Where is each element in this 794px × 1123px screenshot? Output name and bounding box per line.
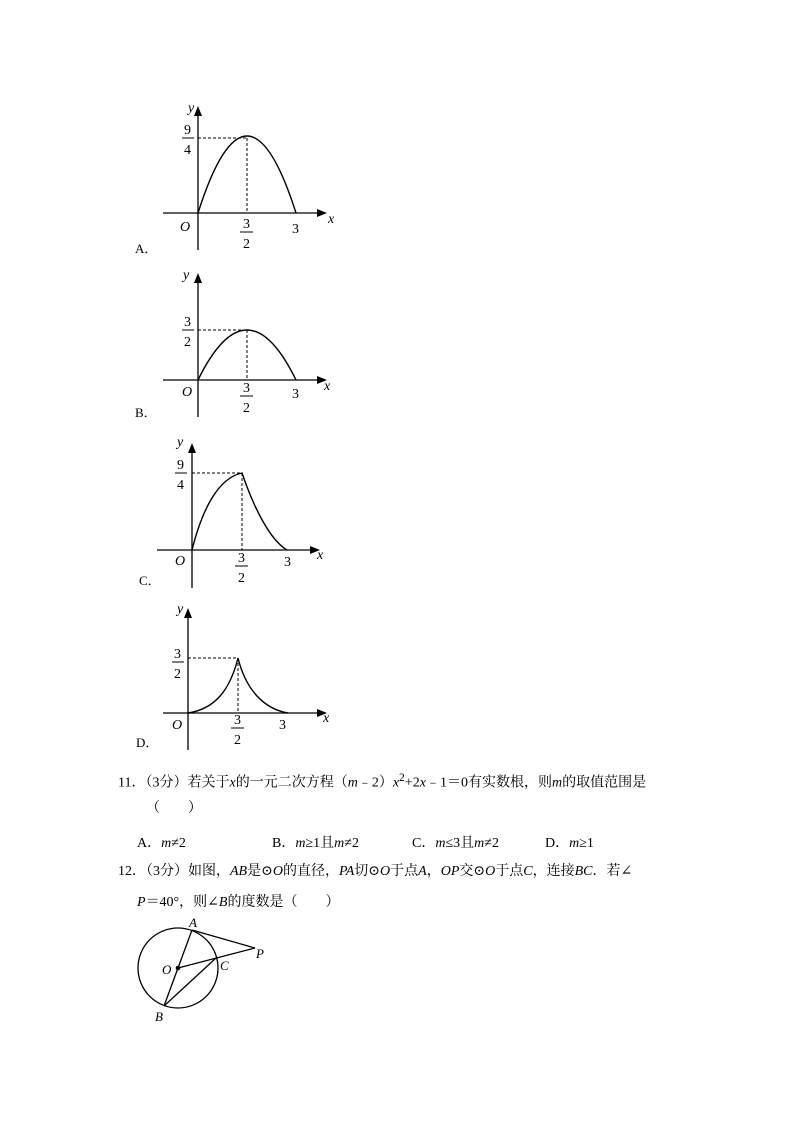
variable: C	[523, 864, 533, 879]
variable: m	[569, 836, 580, 851]
y-axis-label: y	[177, 602, 184, 617]
stem-text: 若关于	[187, 775, 230, 791]
choice-label: C．	[412, 836, 436, 851]
variable: AB	[230, 864, 248, 879]
graph-d-svg	[130, 595, 350, 760]
circle-figure-svg	[130, 915, 290, 1030]
variable: m	[161, 836, 172, 851]
stem-text: ，	[426, 864, 441, 879]
curve	[192, 473, 287, 550]
choice-a[interactable]	[137, 832, 186, 852]
variable: P	[137, 895, 146, 910]
variable: x	[419, 775, 426, 791]
question-12-stem-line1	[118, 862, 632, 882]
option-label: C．	[139, 573, 161, 588]
choice-label: D．	[545, 836, 570, 851]
x-axis-arrow	[317, 209, 327, 217]
stem-text: 的取值范围是	[562, 775, 647, 791]
x-tick-mid-num: 3	[243, 217, 250, 232]
variable: O	[380, 864, 391, 879]
superscript: 2	[399, 771, 405, 784]
variable: m	[435, 836, 446, 851]
x-tick-mid-num: 3	[243, 381, 250, 396]
label-c: C	[220, 958, 229, 973]
variable: m	[295, 836, 306, 851]
variable: O	[485, 864, 496, 879]
variable: OP	[440, 864, 460, 879]
graph-b-svg	[130, 262, 350, 427]
x-tick-mid-den: 2	[234, 733, 241, 748]
y-axis-arrow	[188, 443, 196, 453]
stem-text: ﹣2）	[357, 775, 393, 791]
variable: BC	[574, 864, 593, 879]
x-tick-mid-num: 3	[238, 551, 245, 566]
choice-text: ≠2	[484, 836, 499, 851]
question-11-stem	[118, 768, 646, 794]
choice-text: ≤3且	[445, 836, 475, 851]
choice-text: ≥1且	[305, 836, 335, 851]
graph-option-b	[130, 262, 350, 427]
question-number: 12．	[118, 864, 146, 879]
x-tick-end: 3	[292, 387, 299, 402]
stem-text: 于点	[495, 864, 524, 879]
variable: m	[347, 775, 358, 791]
choice-label: B．	[272, 836, 296, 851]
stem-text: 是⊙	[247, 864, 273, 879]
option-label: B．	[135, 405, 157, 420]
x-tick-mid-num: 3	[234, 713, 241, 728]
question-12-stem-line2	[137, 893, 339, 913]
x-tick-end: 3	[279, 718, 286, 733]
x-axis-label: x	[317, 548, 324, 563]
segment-op	[178, 948, 255, 968]
answer-blank: （ ）	[146, 801, 202, 816]
y-axis-arrow	[194, 106, 202, 116]
option-label: A．	[135, 241, 158, 256]
origin-label: O	[180, 220, 191, 235]
stem-text: 交⊙	[459, 864, 486, 879]
variable: m	[474, 836, 485, 851]
y-tick-den: 4	[184, 143, 191, 158]
y-tick-num: 9	[177, 458, 184, 473]
x-tick-mid-den: 2	[238, 571, 245, 586]
center-dot	[176, 966, 181, 971]
label-p: P	[256, 946, 264, 961]
x-axis-label: x	[324, 379, 331, 394]
stem-text: 如图，	[188, 864, 230, 879]
x-tick-mid-den: 2	[243, 401, 250, 416]
y-axis-arrow	[194, 273, 202, 283]
label-o: O	[162, 962, 172, 977]
stem-text: ﹣1＝0有实数根，则	[426, 775, 552, 791]
choice-text: ≠2	[171, 836, 186, 851]
origin-label: O	[175, 554, 186, 569]
stem-text: ，连接	[532, 864, 575, 879]
stem-text: 的度数是（ ）	[227, 895, 340, 910]
choice-b[interactable]	[272, 832, 359, 852]
x-tick-end: 3	[284, 555, 291, 570]
question-number: 11．	[118, 775, 146, 791]
variable: x	[392, 775, 400, 791]
y-axis-label: y	[183, 268, 190, 283]
y-tick-den: 4	[177, 478, 184, 493]
variable: A	[418, 864, 427, 879]
variable: m	[552, 775, 563, 791]
variable: PA	[338, 864, 355, 879]
stem-text: 切⊙	[354, 864, 381, 879]
stem-text: ．若∠	[592, 864, 633, 879]
y-tick-num: 3	[174, 647, 181, 662]
variable: B	[218, 895, 228, 910]
graph-option-a	[130, 95, 350, 260]
graph-a-svg	[130, 95, 350, 260]
label-a: A	[189, 915, 197, 930]
x-axis-label: x	[323, 711, 330, 726]
y-axis-label: y	[177, 435, 184, 450]
stem-text: 于点	[390, 864, 419, 879]
choice-c[interactable]	[412, 832, 499, 852]
question-score: （3分）	[146, 864, 188, 879]
y-axis-label: y	[188, 101, 195, 116]
option-label: D．	[136, 735, 159, 750]
variable: O	[272, 864, 283, 879]
stem-text: +2	[404, 775, 420, 791]
stem-text: 的直径，	[282, 864, 339, 879]
variable: x	[229, 775, 236, 791]
x-tick-end: 3	[292, 222, 299, 237]
graph-option-c	[130, 430, 350, 595]
y-tick-den: 2	[184, 335, 191, 350]
y-axis-arrow	[184, 608, 192, 618]
question-score: （3分）	[145, 775, 188, 791]
tangent-pa	[192, 930, 255, 948]
choice-label: A．	[137, 836, 162, 851]
stem-text: 的一元二次方程（	[235, 775, 348, 791]
y-tick-num: 9	[184, 123, 191, 138]
choice-d[interactable]	[545, 832, 594, 852]
y-tick-den: 2	[174, 667, 181, 682]
choice-text: ≠2	[344, 836, 359, 851]
variable: m	[334, 836, 345, 851]
stem-text: ＝40°，则∠	[145, 895, 219, 910]
y-tick-num: 3	[184, 315, 191, 330]
label-b: B	[155, 1009, 163, 1024]
x-axis-label: x	[328, 212, 335, 227]
circle-tangent-figure	[130, 915, 290, 1030]
origin-label: O	[172, 718, 183, 733]
graph-c-svg	[130, 430, 350, 595]
graph-option-d	[130, 595, 350, 760]
choice-text: ≥1	[579, 836, 594, 851]
x-tick-mid-den: 2	[243, 237, 250, 252]
origin-label: O	[182, 385, 193, 400]
